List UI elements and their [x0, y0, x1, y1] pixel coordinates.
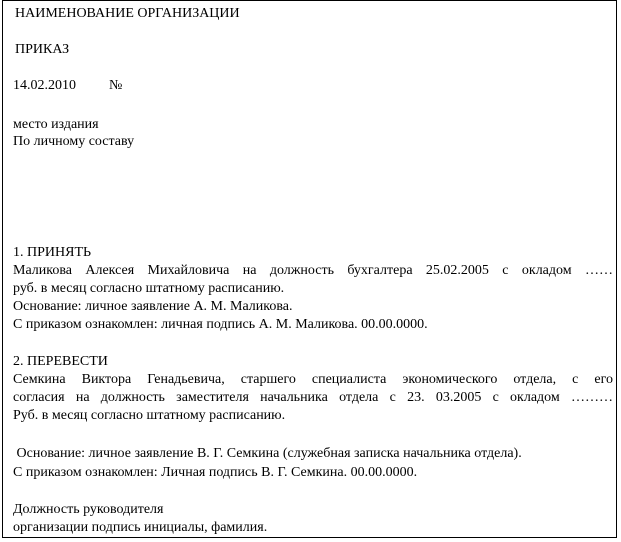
document-page: [2, 0, 617, 538]
organization-name: НАИМЕНОВАНИЕ ОРГАНИЗАЦИИ: [15, 6, 240, 21]
section1-basis: Основание: личное заявление А. М. Маликова.: [13, 299, 293, 314]
document-number-sign: №: [109, 78, 123, 93]
manager-position: Должность руководителя: [13, 502, 164, 517]
section2-basis: Основание: личное заявление В. Г. Семкина (служебная записка начальника отдела).: [13, 446, 522, 461]
section2-text-line2-content: согласия на должность заместителя начальника отдела с 23. 03.2005 с окладом ………: [13, 390, 613, 405]
section2-heading: 2. ПЕРЕВЕСТИ: [13, 354, 108, 369]
section2-text-line3: Руб. в месяц согласно штатному расписанию.: [13, 408, 286, 423]
section1-text-line2: руб. в месяц согласно штатному расписанию.: [13, 281, 285, 296]
document-type: ПРИКАЗ: [15, 42, 70, 57]
section2-text-line2: [13, 390, 613, 406]
section2-text-line1: [13, 372, 613, 388]
document-subject: По личному составу: [13, 134, 135, 149]
place-of-issue: место издания: [13, 117, 99, 132]
section1-acknowledged: С приказом ознакомлен: личная подпись А. М. Маликова. 00.00.0000.: [13, 317, 428, 332]
document-date: 14.02.2010: [13, 78, 76, 93]
section1-text-line1-content: Маликова Алексея Михайловича на должность бухгалтера 25.02.2005 с окладом ……: [13, 263, 613, 278]
section2-acknowledged: С приказом ознакомлен: Личная подпись В. Г. Семкина. 00.00.0000.: [13, 465, 418, 480]
manager-signature: организации подпись инициалы, фамилия.: [13, 520, 268, 535]
section1-text-line1: [13, 263, 613, 279]
section1-heading: 1. ПРИНЯТЬ: [13, 245, 92, 260]
section2-text-line1-content: Семкина Виктора Генадьевича, старшего специалиста экономического отдела, с его: [13, 372, 613, 387]
